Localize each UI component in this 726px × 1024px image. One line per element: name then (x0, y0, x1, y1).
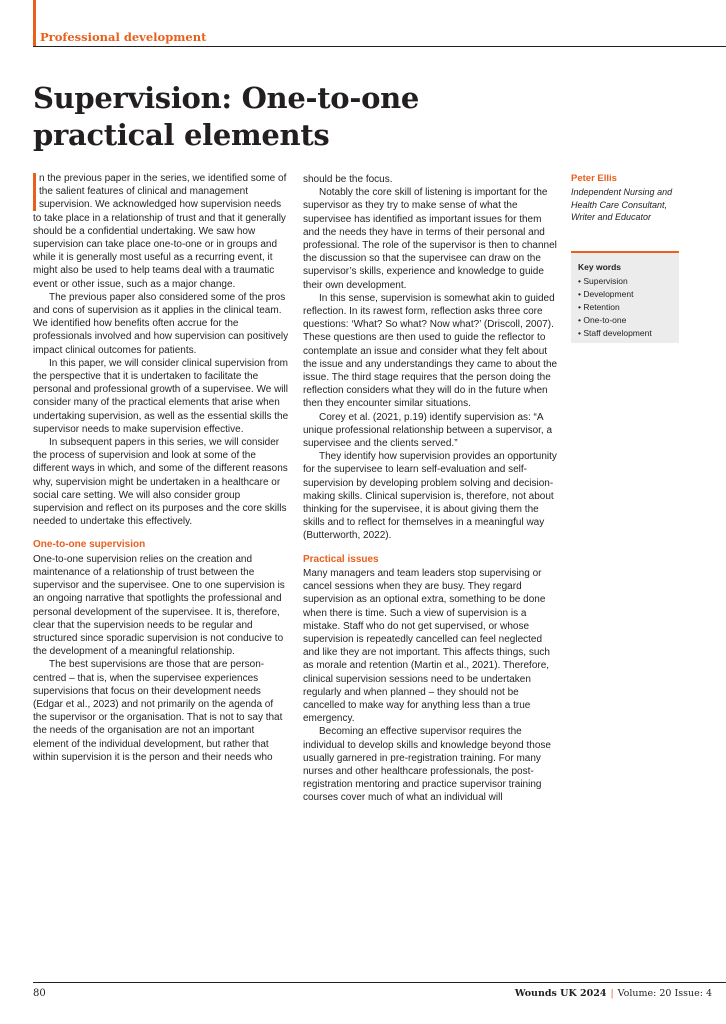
paragraph: In subsequent papers in this series, we will consider the process of supervision and look at some of the different ways in which, and some of the different reasons why, supervision might be undertaken in a healthcare or social care setting. We will also consider group supervision and reflect on its purposes and the core skills needed to undertake this effectively. (33, 437, 288, 528)
keywords-list (571, 275, 679, 340)
keyword-item: • Staff development (578, 328, 652, 338)
drop-cap-bar (33, 173, 36, 211)
article-title: Supervision: One-to-one practical elements (33, 81, 420, 152)
keyword-item: • Retention (578, 302, 620, 312)
journal-name: Wounds UK 2024 (514, 988, 607, 999)
paragraph: They identify how supervision provides an opportunity for the supervisee to learn self-evaluation and self-supervision by developing problem solving and decision-making skills. Clinical supervision is, therefore, not about thinking for the supervisee, it is about giving them the skills and to reflect for themselves in a meaningful way (Butterworth, 2022). (303, 451, 557, 542)
volume-issue: Volume: 20 Issue: 4 (617, 988, 712, 999)
keywords-box (571, 253, 679, 343)
page-number: 80 (33, 988, 46, 999)
column-2 (303, 173, 559, 805)
paragraph: Becoming an effective supervisor requires the individual to develop skills and knowledge beyond those usually garnered in pre-registration training. For many nurses and other healthcare professionals, the post-registration mentoring and practice supervisor training courses cover much of what an individual will (303, 726, 551, 804)
keyword-item: • Supervision (578, 276, 628, 286)
paragraph: Corey et al. (2021, p.19) identify supervision as: “A unique professional relationship between a supervisor, a supervisee and the clients served.” (303, 411, 553, 450)
paragraph-text: n the previous paper in the series, we identified some of the salient features of clinical and management supervision. We acknowledged how supervision needs to take place in a relationship of trust and that it generally should be a confidential undertaking. We saw how supervision can take place one-to-one or in groups and while it is generally most useful as a recurring event, it might also be used to help teams deal with a traumatic event or other issue, such as a major change. (33, 173, 287, 290)
paragraph: In this sense, supervision is somewhat akin to guided reflection. In its rawest form, reflection asks three core questions: ‘What? So what? Now what?’ (Driscoll, 2007). These questions are then used to guide the reflector to contemplate an issue and consider what they felt about the issue and any understandings they came to about the issue. The third stage requires that the person doing the reflection considers what they will do in the future when then they encounter similar situations. (303, 292, 558, 410)
paragraph: Notably the core skill of listening is important for the supervisor as they try to make sense of what the supervisee has identified as important issues for them and the needs they have in terms of their personal and professional. The role of the supervisor is then to channel the discussion so that the supervisee can draw on the supervisor’s skills, experience and knowledge to guide their own development. (303, 187, 557, 291)
keywords-title: Key words (578, 262, 621, 272)
paragraph: Many managers and team leaders stop supervising or cancel sessions when they are busy. They regard supervision as an optional extra, something to be done when there is time. Such a view of supervision is a mistake. Staff who do not get supervised, or whose supervision is repeatedly cancelled can feel neglected and like they are not important. This affects things, such as morale and retention (Martin et al., 2021). Therefore, clinical supervision sessions need to be undertaken regularly and when planned – they should not be cancelled to make way for anything less than a true emergency. (303, 567, 550, 725)
paragraph: In this paper, we will consider clinical supervision from the perspective that it is undertaken to facilitate the personal and professional growth of a supervisee. We will consider many of the practical elements that arise when undertaking supervision, as well as the essential skills the supervisor needs to make supervision effective. (33, 357, 289, 435)
footer-separator: | (610, 988, 614, 999)
footer-divider (33, 982, 726, 983)
paragraph: The previous paper also considered some of the pros and cons of supervision as it applies in the clinical team. We identified how benefits often accrue for the professionals involved and how supervision can positively impact clinical outcomes for patients. (33, 291, 289, 356)
paragraph (33, 172, 289, 291)
author-role: Independent Nursing and Health Care Consultant, Writer and Educator (571, 187, 673, 222)
paragraph: should be the focus. (303, 174, 393, 185)
header-divider (33, 46, 726, 47)
section-heading: One-to-one supervision (33, 539, 146, 551)
author-block (571, 172, 681, 224)
paragraph: One-to-one supervision relies on the creation and maintenance of a relationship of trust between the supervisor and the supervisee. One to one supervision is an ongoing narrative that spotlights the professional and personal development of the supervisee. It is, therefore, clear that the supervision needs to be regular and structured since sporadic supervision is not conducive to the development of a meaningful relationship. (33, 553, 285, 658)
section-label: Professional development (40, 30, 207, 44)
paragraph: The best supervisions are those that are person-centred – that is, when the supervisee experiences supervisions that focus on their development needs (Edgar et al., 2023) and not primarily on the agenda of the supervisor or the organisation. That is not to say that the needs of the organisation are not an important element of the individual development, but rather that within supervision it is the person and their needs who (33, 659, 283, 763)
keyword-item: • Development (578, 289, 634, 299)
section-heading: Practical issues (303, 553, 379, 565)
author-name: Peter Ellis (571, 173, 617, 184)
section-accent-bar (33, 0, 36, 46)
column-1 (33, 172, 289, 764)
journal-info (515, 988, 712, 999)
keyword-item: • One-to-one (578, 315, 627, 325)
